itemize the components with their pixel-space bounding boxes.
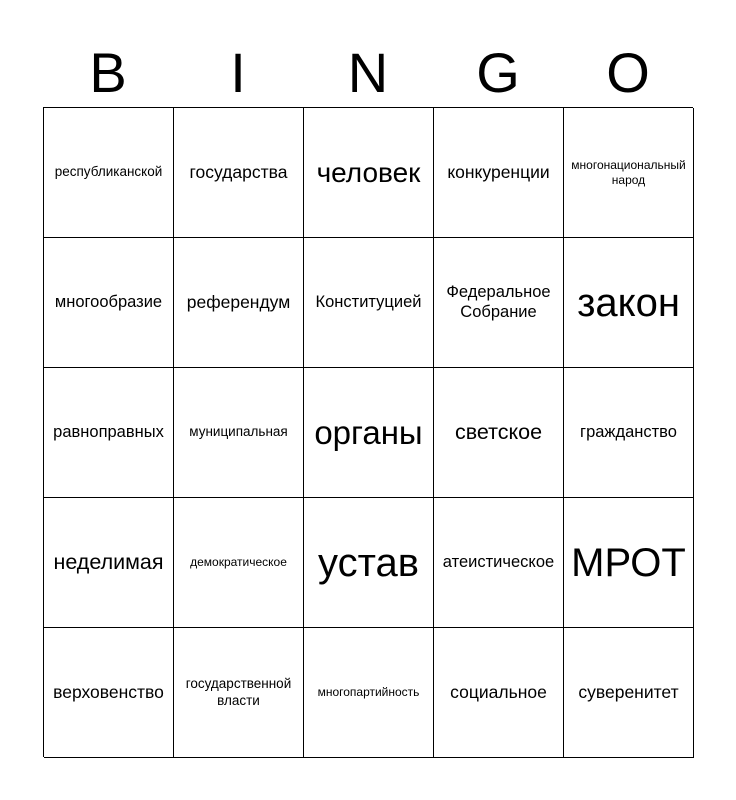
header-letter-b: B [89,41,127,104]
cell-text: многообразие [54,292,163,311]
bingo-cell-r5-c2[interactable] [174,628,304,758]
bingo-cell-r1-c3[interactable] [304,108,434,238]
bingo-cell-r2-c1[interactable] [44,238,174,368]
header-letter-g: G [476,41,520,104]
bingo-cell-r1-c4[interactable] [434,108,564,238]
bingo-cell-r5-c5[interactable] [564,628,694,758]
header-letter-i: I [230,41,246,104]
cell-text: органы [314,413,423,451]
header-letter-o: O [606,41,650,104]
bingo-board [43,107,693,757]
cell-text: равноправных [53,422,164,441]
cell-text: муниципальная [189,424,288,440]
bingo-cell-r4-c2[interactable] [174,498,304,628]
cell-text: демократическое [190,555,287,570]
cell-text: светское [454,419,543,444]
cell-text: многопартийность [317,685,420,700]
bingo-header [43,40,693,106]
bingo-cell-r3-c4[interactable] [434,368,564,498]
bingo-cell-r3-c3[interactable] [304,368,434,498]
bingo-cell-r2-c4[interactable] [434,238,564,368]
bingo-cell-r5-c3[interactable] [304,628,434,758]
cell-text: государства [189,162,288,182]
bingo-cell-r4-c4[interactable] [434,498,564,628]
cell-text: человек [316,156,421,188]
cell-text: конкуренции [447,162,550,182]
cell-text: гражданство [580,422,677,441]
cell-text: республиканской [54,164,163,180]
cell-text: устав [318,540,419,585]
bingo-cell-r1-c1[interactable] [44,108,174,238]
bingo-cell-r3-c5[interactable] [564,368,694,498]
bingo-cell-r4-c5[interactable] [564,498,694,628]
cell-text: МРОТ [571,540,686,585]
cell-text: верховенство [53,682,164,702]
cell-text: неделимая [53,549,164,574]
cell-text: закон [577,280,680,325]
bingo-cell-r1-c2[interactable] [174,108,304,238]
bingo-cell-r1-c5[interactable] [564,108,694,238]
header-letter-n: N [347,41,389,104]
cell-text: суверенитет [578,682,679,702]
bingo-cell-r5-c4[interactable] [434,628,564,758]
cell-text: многонациональный народ [571,158,686,187]
bingo-cell-r2-c3[interactable] [304,238,434,368]
cell-text: референдум [186,292,291,312]
bingo-cell-r2-c2[interactable] [174,238,304,368]
bingo-cell-r3-c1[interactable] [44,368,174,498]
bingo-cell-r4-c1[interactable] [44,498,174,628]
cell-text: атеистическое [442,552,555,571]
cell-text: государственной власти [185,676,292,708]
bingo-cell-r2-c5[interactable] [564,238,694,368]
bingo-cell-r4-c3[interactable] [304,498,434,628]
bingo-cell-r3-c2[interactable] [174,368,304,498]
bingo-cell-r5-c1[interactable] [44,628,174,758]
cell-text: Конституцией [315,292,422,311]
cell-text: социальное [450,682,547,702]
cell-text: Федеральное Собрание [446,282,551,321]
